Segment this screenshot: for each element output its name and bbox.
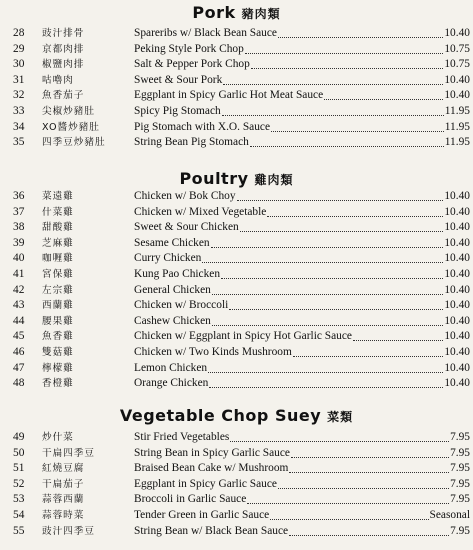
item-number: 31	[13, 73, 25, 86]
menu-list-poultry	[0, 189, 473, 392]
item-number: 43	[13, 299, 25, 312]
item-price: 10.40	[444, 27, 470, 39]
item-price: 7.95	[450, 477, 470, 490]
menu-item	[0, 267, 473, 283]
item-number: 41	[13, 267, 25, 280]
item-number: 51	[13, 462, 25, 475]
item-name-zh: 京都肉排	[42, 43, 85, 55]
item-number: 40	[13, 252, 25, 265]
item-name-zh: 蒜蓉西蘭	[42, 494, 85, 506]
menu-item	[0, 42, 473, 58]
item-price: 7.95	[450, 462, 470, 475]
item-number: 35	[13, 136, 25, 149]
item-name: Stir Fried Vegetables	[134, 431, 230, 443]
dot-leader	[245, 44, 444, 54]
item-price: 11.95	[444, 104, 470, 117]
item-number: 55	[13, 524, 25, 537]
item-price: 10.40	[444, 299, 470, 312]
item-number: 39	[13, 236, 25, 249]
dot-leader	[211, 238, 444, 248]
menu-item	[0, 236, 473, 252]
dot-leader	[271, 122, 444, 132]
section-title-en: Poultry	[179, 169, 249, 188]
item-name: Braised Bean Cake w/ Mushroom	[134, 462, 289, 475]
item-name-zh: 腰果雞	[42, 315, 74, 327]
item-number: 42	[13, 283, 25, 296]
dot-leader	[221, 269, 443, 279]
item-number: 34	[13, 120, 25, 133]
menu-item	[0, 329, 473, 345]
item-name-zh: 椒鹽肉排	[42, 59, 85, 71]
item-price: 7.95	[450, 431, 470, 443]
item-number: 50	[13, 446, 25, 459]
item-number: 48	[13, 377, 25, 390]
item-price: 10.40	[444, 330, 470, 343]
item-name-zh: 什菜雞	[42, 206, 74, 218]
dot-leader	[353, 331, 443, 341]
menu-item	[0, 120, 473, 136]
menu-item	[0, 446, 473, 462]
item-number: 33	[13, 104, 25, 117]
item-name: Spicy Pig Stomach	[134, 104, 221, 117]
dot-leader	[247, 494, 449, 504]
menu-item	[0, 492, 473, 508]
section-title-zh: 豬肉類	[241, 7, 281, 21]
item-name-zh: 檸檬雞	[42, 362, 74, 374]
item-name-zh: 豉汁四季豆	[42, 525, 95, 537]
item-price: 11.95	[444, 136, 470, 149]
dot-leader	[278, 28, 443, 38]
item-name-zh: 蒜蓉時菜	[42, 509, 85, 521]
item-number: 29	[13, 42, 25, 55]
menu-item	[0, 189, 473, 205]
item-price: 10.40	[444, 361, 470, 374]
menu-item	[0, 283, 473, 299]
item-price: 10.40	[444, 252, 470, 265]
item-name-zh: 豉汁排骨	[42, 28, 85, 39]
item-name-zh: 炒什菜	[42, 432, 74, 443]
item-number: 53	[13, 493, 25, 506]
item-price: 10.40	[444, 345, 470, 358]
item-name: Broccoli in Garlic Sauce	[134, 493, 247, 506]
item-name-zh: 甜酸雞	[42, 222, 74, 234]
item-number: 45	[13, 330, 25, 343]
item-price: 10.40	[444, 283, 470, 296]
item-price: 10.40	[444, 73, 470, 86]
item-price: 11.95	[444, 120, 470, 133]
item-name: Lemon Chicken	[134, 361, 208, 374]
item-name: Chicken w/ Broccoli	[134, 299, 229, 312]
item-name-zh: 菜遠雞	[42, 191, 74, 202]
item-name: Sesame Chicken	[134, 236, 210, 249]
item-name: Salt & Pepper Pork Chop	[134, 58, 250, 71]
menu-item	[0, 314, 473, 330]
menu-item	[0, 135, 473, 151]
dot-leader	[324, 90, 443, 100]
menu-item	[0, 508, 473, 524]
section-title-en: Vegetable Chop Suey	[119, 406, 322, 425]
item-name: General Chicken	[134, 283, 211, 296]
dot-leader	[270, 510, 428, 520]
item-name: String Bean in Spicy Garlic Sauce	[134, 446, 290, 459]
menu-item	[0, 477, 473, 493]
item-number: 49	[13, 431, 25, 443]
item-number: 47	[13, 361, 25, 374]
item-name: Chicken w/ Eggplant in Spicy Hot Garlic Sauce	[134, 330, 352, 343]
item-price: 10.40	[444, 205, 470, 218]
item-name-zh: 雙菇雞	[42, 346, 74, 358]
item-name: Eggplant in Spicy Garlic Sauce	[134, 477, 277, 490]
item-price: 10.40	[444, 377, 470, 390]
dot-leader	[237, 191, 444, 201]
item-name: String Bean Pig Stomach	[134, 136, 249, 149]
item-name-zh: XO醬炒豬肚	[42, 121, 100, 133]
item-name-zh: 魚香雞	[42, 331, 74, 343]
item-name: Eggplant in Spicy Garlic Hot Meat Sauce	[134, 89, 324, 102]
item-number: 52	[13, 477, 25, 490]
item-price: Seasonal	[429, 508, 470, 521]
item-name-zh: 干扁四季豆	[42, 447, 95, 459]
item-price: 10.40	[444, 314, 470, 327]
menu-item	[0, 376, 473, 392]
dot-leader	[209, 378, 443, 388]
item-name: Orange Chicken	[134, 377, 209, 390]
menu-item	[0, 251, 473, 267]
item-name: String Bean w/ Black Bean Sauce	[134, 524, 289, 537]
menu-item	[0, 73, 473, 89]
item-name: Sweet & Sour Chicken	[134, 221, 239, 234]
menu-item	[0, 88, 473, 104]
dot-leader	[267, 207, 443, 217]
item-name: Tender Green in Garlic Sauce	[134, 508, 270, 521]
menu-item	[0, 430, 473, 446]
item-price: 10.75	[444, 58, 470, 71]
item-name-zh: 四季豆炒豬肚	[42, 137, 106, 149]
dot-leader	[240, 222, 444, 232]
item-number: 30	[13, 58, 25, 71]
item-name-zh: 宮保雞	[42, 268, 74, 280]
section-title-en: Pork	[192, 3, 236, 22]
item-price: 10.75	[444, 42, 470, 55]
dot-leader	[289, 463, 449, 473]
item-price: 7.95	[450, 446, 470, 459]
section-title-zh: 雞肉類	[254, 173, 294, 187]
section-title-poultry	[0, 169, 473, 188]
dot-leader	[208, 363, 443, 373]
dot-leader	[293, 347, 444, 357]
menu-item	[0, 220, 473, 236]
item-name-zh: 尖椒炒豬肚	[42, 105, 95, 117]
item-name-zh: 干扁茄子	[42, 478, 85, 490]
item-name: Kung Pao Chicken	[134, 267, 221, 280]
item-number: 32	[13, 89, 25, 102]
menu-item	[0, 57, 473, 73]
dot-leader	[212, 285, 444, 295]
menu-list-pork	[0, 26, 473, 151]
item-number: 44	[13, 314, 25, 327]
item-price: 10.40	[444, 89, 470, 102]
item-price: 10.40	[444, 267, 470, 280]
menu-item	[0, 461, 473, 477]
item-name-zh: 芝麻雞	[42, 237, 74, 249]
item-name-zh: 咖喱雞	[42, 253, 74, 265]
menu-item	[0, 104, 473, 120]
item-number: 54	[13, 508, 25, 521]
dot-leader	[222, 106, 444, 116]
dot-leader	[229, 300, 443, 310]
item-name: Curry Chicken	[134, 252, 202, 265]
item-name-zh: 西蘭雞	[42, 300, 74, 312]
item-price: 10.40	[444, 221, 470, 234]
item-name: Chicken w/ Mixed Vegetable	[134, 205, 267, 218]
menu-item	[0, 26, 473, 42]
section-title-zh: 菜類	[327, 410, 354, 424]
item-name: Chicken w/ Bok Choy	[134, 190, 236, 202]
item-name: Peking Style Pork Chop	[134, 42, 244, 55]
item-price: 7.95	[450, 524, 470, 537]
item-name: Pig Stomach with X.O. Sauce	[134, 120, 271, 133]
dot-leader	[291, 448, 449, 458]
item-number: 46	[13, 345, 25, 358]
menu-item	[0, 361, 473, 377]
menu-item	[0, 524, 473, 540]
menu-item	[0, 298, 473, 314]
section-title-vegetable	[0, 406, 473, 425]
section-title-pork	[0, 3, 473, 22]
item-number: 36	[13, 190, 25, 202]
dot-leader	[212, 316, 443, 326]
dot-leader	[278, 479, 449, 489]
item-name-zh: 左宗雞	[42, 284, 74, 296]
item-name-zh: 咕嚕肉	[42, 74, 74, 86]
dot-leader	[202, 253, 443, 263]
item-name-zh: 魚香茄子	[42, 90, 85, 102]
dot-leader	[289, 526, 449, 536]
item-name-zh: 香橙雞	[42, 378, 74, 390]
item-number: 38	[13, 221, 25, 234]
item-price: 10.40	[444, 236, 470, 249]
item-number: 28	[13, 27, 25, 39]
menu-item	[0, 345, 473, 361]
item-name: Sweet & Sour Pork	[134, 73, 223, 86]
dot-leader	[223, 75, 443, 85]
item-price: 10.40	[444, 190, 470, 202]
menu-item	[0, 205, 473, 221]
item-name: Spareribs w/ Black Bean Sauce	[134, 27, 277, 39]
item-number: 37	[13, 205, 25, 218]
item-price: 7.95	[450, 493, 470, 506]
item-name: Chicken w/ Two Kinds Mushroom	[134, 345, 292, 358]
item-name: Cashew Chicken	[134, 314, 211, 327]
dot-leader	[230, 432, 449, 442]
menu-list-vegetable	[0, 430, 473, 539]
dot-leader	[251, 59, 444, 69]
item-name-zh: 紅燒豆腐	[42, 463, 85, 475]
dot-leader	[250, 137, 444, 147]
